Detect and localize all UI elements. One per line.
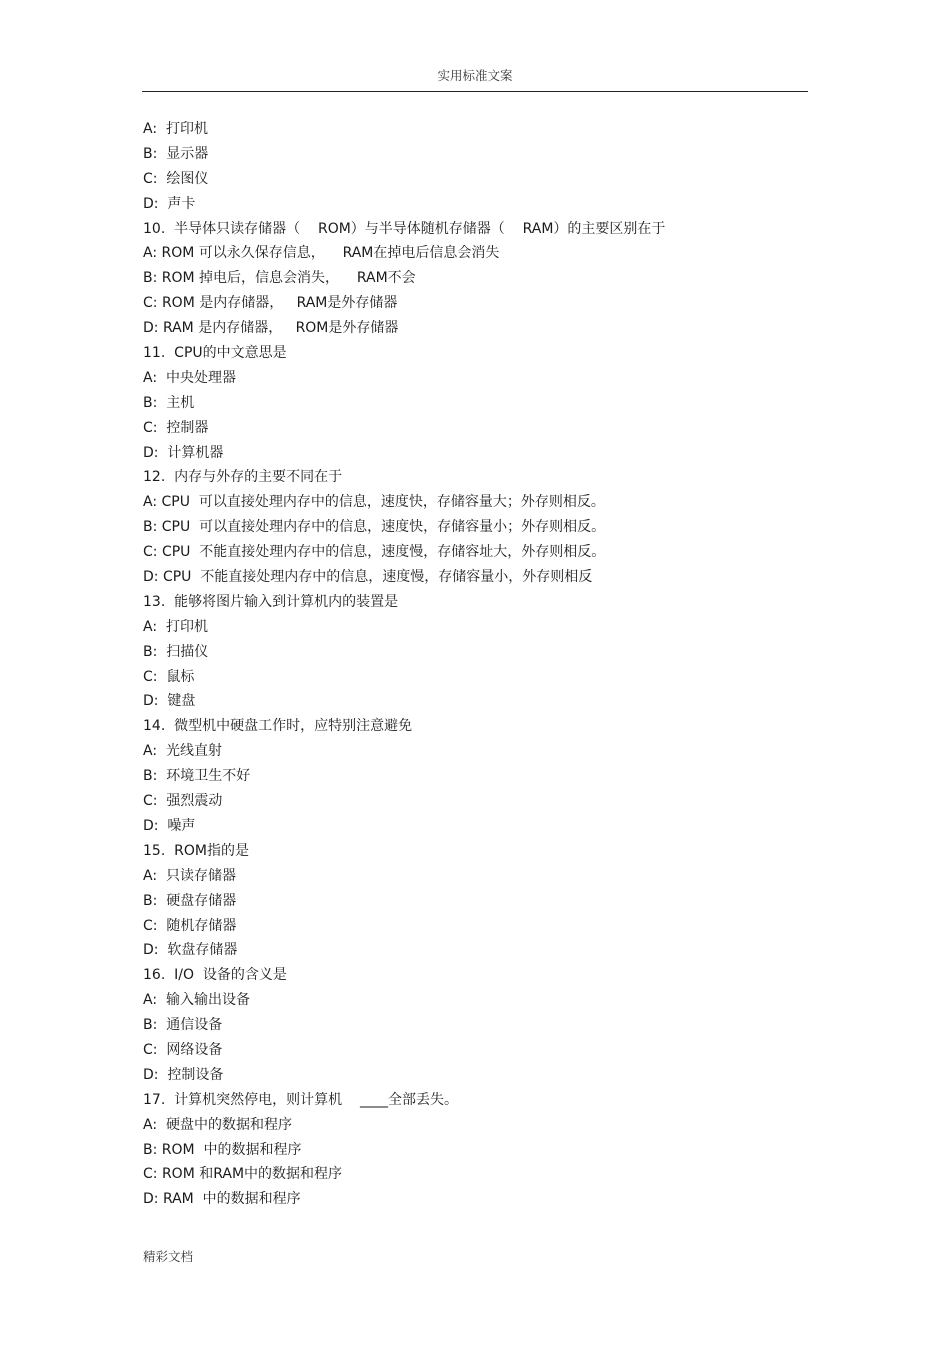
answer-option: D: 键盘	[143, 693, 196, 710]
answer-option: C: 控制器	[143, 419, 209, 436]
page-header-title: 实用标准文案	[437, 68, 513, 83]
question-text: 13. 能够将图片输入到计算机内的装置是	[143, 593, 399, 610]
answer-option: B: 显示器	[143, 145, 209, 162]
question-text: 16. I/O 设备的含义是	[143, 967, 287, 984]
answer-option: D: RAM 中的数据和程序	[143, 1191, 301, 1208]
answer-option: D: 软盘存储器	[143, 942, 238, 959]
answer-option: A: CPU 可以直接处理内存中的信息，速度快，存储容量大；外存则相反。	[143, 494, 605, 511]
answer-option: A: 只读存储器	[143, 867, 236, 884]
answer-option: B: 扫描仪	[143, 643, 209, 660]
answer-option: C: ROM 和RAM中的数据和程序	[143, 1166, 343, 1183]
answer-option: B: 主机	[143, 394, 195, 411]
answer-option: B: 环境卫生不好	[143, 768, 251, 785]
answer-option: B: ROM 中的数据和程序	[143, 1141, 302, 1158]
answer-option: B: CPU 可以直接处理内存中的信息，速度快，存储容量小；外存则相反。	[143, 519, 606, 536]
answer-option: D: 控制设备	[143, 1066, 224, 1083]
answer-option: D: RAM 是内存储器， ROM是外存储器	[143, 320, 399, 337]
header-divider	[142, 91, 808, 92]
question-text: 14. 微型机中硬盘工作时，应特别注意避免	[143, 718, 413, 735]
question-text: 17. 计算机突然停电，则计算机 ____全部丢失。	[143, 1091, 458, 1108]
answer-option: B: 硬盘存储器	[143, 892, 237, 909]
answer-option: C: 鼠标	[143, 668, 195, 685]
answer-option: A: 输入输出设备	[143, 992, 250, 1009]
answer-option: A: ROM 可以永久保存信息， RAM在掉电后信息会消失	[143, 245, 500, 262]
answer-option: C: CPU 不能直接处理内存中的信息，速度慢，存储容址大，外存则相反。	[143, 544, 606, 561]
answer-option: A: 中央处理器	[143, 369, 236, 386]
page-footer-text: 精彩文档	[143, 1249, 194, 1264]
answer-option: C: 网络设备	[143, 1041, 223, 1058]
answer-option: C: ROM 是内存储器， RAM是外存储器	[143, 295, 398, 312]
answer-option: B: 通信设备	[143, 1017, 223, 1034]
answer-option: A: 光线直射	[143, 743, 222, 760]
answer-option: B: ROM 掉电后，信息会消失， RAM不会	[143, 270, 416, 287]
answer-option: D: 噪声	[143, 817, 196, 834]
question-text: 11. CPU的中文意思是	[143, 345, 287, 362]
answer-option: A: 硬盘中的数据和程序	[143, 1116, 292, 1133]
answer-option: A: 打印机	[143, 618, 208, 635]
document-body	[143, 117, 803, 1212]
answer-option: D: 计算机器	[143, 444, 224, 461]
answer-option: D: 声卡	[143, 195, 196, 212]
answer-option: C: 绘图仪	[143, 170, 209, 187]
question-text: 15. ROM指的是	[143, 842, 249, 859]
answer-option: D: CPU 不能直接处理内存中的信息，速度慢，存储容量小，外存则相反	[143, 569, 593, 586]
question-text: 10. 半导体只读存储器（ ROM）与半导体随机存储器（ RAM）的主要区别在于	[143, 220, 666, 237]
question-text: 12. 内存与外存的主要不同在于	[143, 469, 343, 486]
answer-option: C: 强烈震动	[143, 793, 223, 810]
answer-option: A: 打印机	[143, 121, 208, 137]
answer-option: C: 随机存储器	[143, 917, 237, 934]
